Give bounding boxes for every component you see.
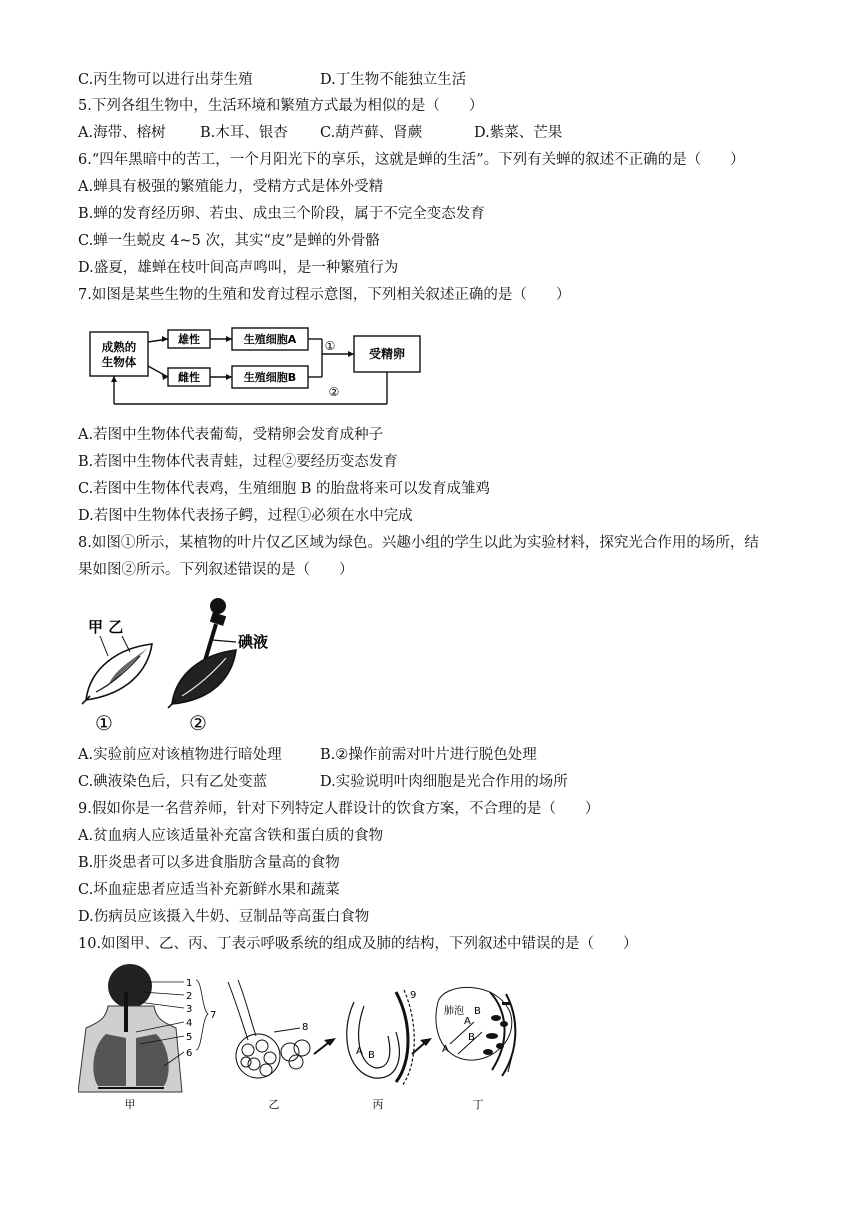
female-label: 雌性 [178,371,200,384]
bing-a: A [356,1046,363,1057]
num-8: 8 [302,1022,309,1033]
num-9: 9 [410,990,417,1001]
q9-option-a: A.贫血病人应该适量补充富含铁和蛋白质的食物 [78,828,384,844]
bing-b: B [368,1050,375,1061]
q4-option-c: C.丙生物可以进行出芽生殖 [78,72,253,88]
panel-yi: 乙 [268,1098,280,1111]
q8-option-c: C.碘液染色后，只有乙处变蓝 [78,774,268,790]
num-5: 5 [186,1032,193,1043]
q5-option-b: B.木耳、银杏 [200,125,288,141]
q6-option-a: A.蝉具有极强的繁殖能力，受精方式是体外受精 [78,179,384,195]
q9-option-c: C.坏血症患者应适当补充新鲜水果和蔬菜 [78,882,340,898]
alveolus-section [347,990,415,1086]
panel-bing: 丙 [372,1098,384,1111]
q7-option-c: C.若图中生物体代表鸡，生殖细胞 B 的胎盘将来可以发育成雏鸡 [78,481,491,497]
q8-stem-line2: 果如图②所示。下列叙述错误的是（ ） [78,562,354,578]
q9-option-b: B.肝炎患者可以多进食脂肪含量高的食物 [78,855,340,871]
leaf-2 [168,650,236,708]
num-3: 3 [186,1004,193,1015]
step1-label: ① [324,339,336,353]
ding-a: A [442,1044,449,1055]
q4-option-d: D.丁生物不能独立生活 [320,72,467,88]
q7-flow-diagram [78,316,430,412]
cell-a-label: 生殖细胞A [243,333,297,346]
q7-option-d: D.若图中生物体代表扬子鳄，过程①必须在水中完成 [78,508,413,524]
organism-label-1: 成熟的 [101,340,137,354]
q9-option-d: D.伤病员应该摄入牛奶、豆制品等高蛋白食物 [78,909,370,925]
q8-option-a: A.实验前应对该植物进行暗处理 [78,747,282,763]
num-2: 2 [186,991,193,1002]
figure-label-1: ① [95,711,113,735]
zygote-label: 受精卵 [368,347,406,361]
step2-label: ② [328,385,340,399]
q6-option-d: D.盛夏，雄蝉在枝叶间高声鸣叫，是一种繁殖行为 [78,260,399,276]
q6-option-b: B.蝉的发育经历卵、若虫、成虫三个阶段，属于不完全变态发育 [78,206,485,222]
q5-option-d: D.紫菜、芒果 [474,125,563,141]
q8-option-d: D.实验说明叶肉细胞是光合作用的场所 [320,774,568,790]
panel-ding: 丁 [472,1098,484,1111]
q8-option-b: B.②操作前需对叶片进行脱色处理 [320,747,537,763]
q7-option-a: A.若图中生物体代表葡萄，受精卵会发育成种子 [78,427,384,443]
q10-respiratory-figure [78,962,524,1112]
alveoli-cluster [228,980,310,1078]
cell-b-label: 生殖细胞B [243,371,297,384]
q5-stem: 5.下列各组生物中，生活环境和繁殖方式最为相似的是（ ） [78,98,484,114]
ding-b: B [474,1006,481,1017]
torso-diagram [78,964,182,1092]
num-6: 6 [186,1048,193,1059]
figure-label-2: ② [189,711,207,735]
organism-label-2: 生物体 [101,355,137,369]
q8-leaf-figure [78,590,284,740]
gas-exchange [436,987,515,1076]
q5-option-c: C.葫芦藓、肾蕨 [320,125,423,141]
num-1: 1 [186,978,193,989]
jia-yi-label: 甲 乙 [88,618,124,636]
q8-stem-line1: 8.如图①所示，某植物的叶片仅乙区域为绿色。兴趣小组的学生以此为实验材料，探究光合作用的场所，结 [78,535,759,551]
organism-box [90,332,148,376]
q9-stem: 9.假如你是一名营养师，针对下列特定人群设计的饮食方案，不合理的是（ ） [78,801,600,817]
num-4: 4 [186,1018,193,1029]
leaf-1 [82,636,152,704]
iodine-label: 碘液 [238,633,269,651]
q10-stem: 10.如图甲、乙、丙、丁表示呼吸系统的组成及肺的结构，下列叙述中错误的是（ ） [78,936,638,952]
alveolus-label: 肺泡 [444,1006,464,1017]
male-label: 雄性 [178,333,200,346]
q7-option-b: B.若图中生物体代表青蛙，过程②要经历变态发育 [78,454,398,470]
panel-jia: 甲 [124,1098,136,1111]
q5-option-a: A.海带、榕树 [78,125,166,141]
ding-b2: B [468,1032,475,1043]
ding-a2: A [464,1016,471,1027]
q6-stem: 6.“四年黑暗中的苦工，一个月阳光下的享乐，这就是蝉的生活”。下列有关蝉的叙述不正确的是（ ） [78,152,745,168]
q6-option-c: C.蝉一生蜕皮 4~5 次，其实“皮”是蝉的外骨骼 [78,233,380,249]
num-7: 7 [210,1010,217,1021]
q7-stem: 7.如图是某些生物的生殖和发育过程示意图，下列相关叙述正确的是（ ） [78,287,571,303]
